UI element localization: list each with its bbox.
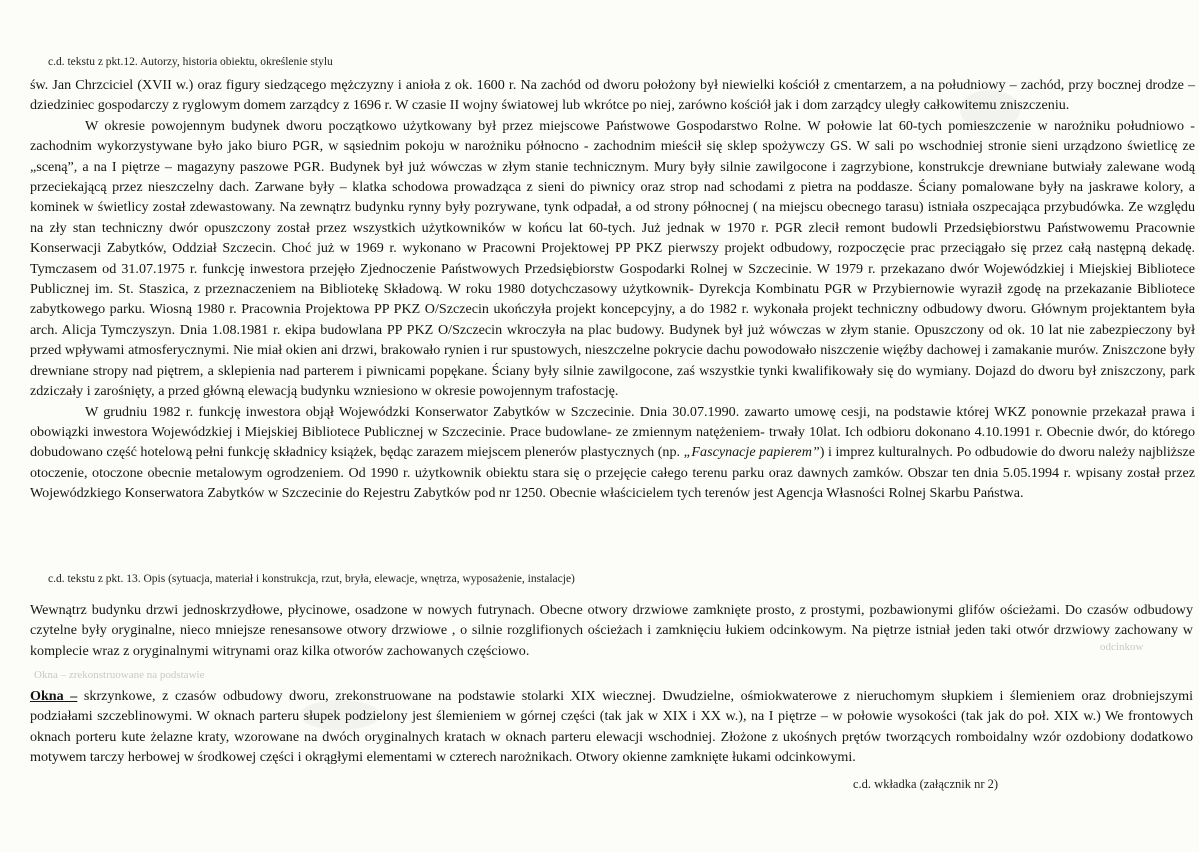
history-text-block: [30, 75, 1195, 504]
bleed-through-text: Okna – zrekonstruowane na podstawie: [34, 669, 205, 681]
doors-paragraph: Wewnątrz budynku drzwi jednoskrzydłowe, płycinowe, osadzone w nowych futrynach. Obecne otwory drzwiowe zamknięte prosto, z prostymi, pozbawionymi glifów ościeżami. Do czasów odbudowy czytelne były oryginalne, nieco mniejsze renesansowe otwory drzwiowe , o silnie rozglifionych ościeżach i zamknięciu łukiem odcinkowym. Na piętrze istniał jeden taki otwór drzwiowy zachowany w komplecie wraz z oryginalnymi witrynami oraz kilka otworów zachowanych częściowo.: [30, 602, 1193, 659]
italic-event-name: „Fascynacje papierem”: [683, 444, 820, 461]
windows-text-block: [30, 686, 1193, 768]
history-paragraph-2: W okresie powojennym budynek dworu początkowo użytkowany był przez miejscowe Państwowe Gospodarstwo Rolne. W połowie lat 60-tych pomieszczenie w narożniku południowo - zachodnim wykorzystywane było jako biuro PGR, w sąsiednim pokoju w narożniku północno - zachodnim mieścił się sklep spożywczy GS. W sali po wschodniej stronie sieni urządzono świetlicę ze „sceną”, a na I piętrze – magazyny paszowe PGR. Budynek był już wówczas w złym stanie technicznym. Mury były silnie zawilgocone i zagrzybione, konstrukcje drewniane butwiały zalewane wodą przeciekającą przez nieszczelny dach. Zarwane były – klatka schodowa prowadząca z sieni do piwnicy oraz strop nad schodami z pietra na poddasze. Ściany pomalowane były na jaskrawe kolory, a kominek w świetlicy został zdewastowany. Na zewnątrz budynku rynny były pozrywane, tynk odpadał, a od strony północnej ( na miejscu obecnego tarasu) istniała oszpecająca przybudówka. Ze względu na zły stan techniczny dwór opuszczony został przez wszystkich użytkowników w końcu lat 60-tych. Już jednak w 1970 r. PGR zlecił remont budowli Przedsiębiorstwu Państwowemu Pracownie Konserwacji Zabytków, Oddział Szczecin. Choć już w 1969 r. wykonano w Pracowni Projektowej PP PKZ pierwszy projekt odbudowy, rozpoczęcie prac przeciągało się przez całą następną dekadę. Tymczasem od 31.07.1975 r. funkcję inwestora przejęło Zjednoczenie Państwowych Przedsiębiorstw Gospodarki Rolnej w Szczecinie. W 1979 r. przekazano dwór Wojewódzkiej i Miejskiej Bibliotece Publicznej im. St. Staszica, z przeznaczeniem na Bibliotekę Składową. W roku 1980 dotychczasowy użytkownik- Dyrekcja Kombinatu PGR w Przybiernowie wyraził zgodę na przekazanie Bibliotece zabytkowego parku. Wiosną 1980 r. Pracownia Projektowa PP PKZ O/Szczecin ukończyła projekt koncepcyjny, a do 1982 r. wykonała projekt techniczny odbudowy dworu. Głównym projektantem była arch. Alicja Tymczyszyn. Dnia 1.08.1981 r. ekipa budowlana PP PKZ O/Szczecin wkroczyła na plac budowy. Budynek był już wówczas w złym stanie. Opuszczony od ok. 10 lat nie zabezpieczony był przed wpływami atmosferycznymi. Nie miał okien ani drzwi, brakowało rynien i rur spustowych, nieszczelne pokrycie dachu powodowało niszczenie więźby dachowej i zamakanie murów. Zniszczone były drewniane stropy nad piętrem, a sklepienia nad parterem i piwnicami popękane. Ściany były silnie zawilgocone, zaś wszystkie tynki kwalifikowały się do wymiany. Dojazd do dworu był zniszczony, park zdziczały i zarośnięty, a przed główną elewacją budynku wzniesiono w okresie powojennym trafostację.: [30, 117, 1195, 400]
history-paragraph-1: św. Jan Chrzciciel (XVII w.) oraz figury siedzącego mężczyzny i anioła z ok. 1600 r. Na zachód od dworu położony był niewielki kościół z cmentarzem, a na południowy – zachód, przy bocznej drodze – dziedziniec gospodarczy z ryglowym domem zarządcy z 1696 r. W czasie II wojny światowej lub wkrótce po niej, zarówno kościół jak i dom zarządcy uległy całkowitemu zniszczeniu.: [30, 77, 1195, 114]
section-heading-history: c.d. tekstu z pkt.12. Autorzy, historia obiektu, określenie stylu: [48, 56, 333, 68]
paragraph-3-text-end: ) i imprez kulturalnych. Po odbudowie do dworu należy najbliższe otoczenie, otoczone obecnie metalowym ogrodzeniem. Od 1990 r. użytkownik obiektu stara się o przejęcie całego terenu parku oraz dawnych zamków. Obszar ten dnia 5.05.1994 r. wpisany został przez Wojewódzkiego Konserwatora Zabytków w Szczecinie do Rejestru Zabytków pod nr 1250. Obecnie właścicielem tych terenów jest Agencja Własności Rolnej Skarbu Państwa.: [30, 444, 1195, 502]
continuation-note: c.d. wkładka (załącznik nr 2): [853, 777, 999, 791]
doors-text-block: [30, 600, 1193, 661]
windows-description: skrzynkowe, z czasów odbudowy dworu, zrekonstruowane na podstawie stolarki XIX wiecznej. Dwudzielne, ośmiokwaterowe z nieruchomym słupkiem i ślemieniem oraz drobniejszymi podziałami szczeblinowymi. W oknach parteru słupek podzielony jest ślemieniem w górnej części (tak jak w XIX i XX w.), na I piętrze – w połowie wysokości (tak jak do poł. XIX w.) We frontowych oknach porteru kute żelazne kraty, wzorowane na dwóch oryginalnych kratach w oknach parteru elewacji wschodniej. Złożone z ukośnych prętów tworzących romboidalny wzór ozdobiony dodatkowo motywem tarczy herbowej w środkowej części i okrągłymi elementami w czterech narożnikach. Otwory okienne zamknięte łukami odcinkowymi.: [30, 688, 1193, 766]
windows-label: Okna –: [30, 688, 78, 704]
history-paragraph-3: [30, 402, 1195, 504]
paragraph-3-text-start: W grudniu 1982 r. funkcję inwestora objął Wojewódzki Konserwator Zabytków w Szczecinie. Dnia 30.07.1990. zawarto umowę cesji, na podstawie której WKZ ponownie przekazał prawa i obowiązki inwestora Wojewódzkiej i Miejskiej Bibliotece Publicznej w Szczecinie. Prace budowlane- ze zmiennym natężeniem- trwały 10lat. Ich odbioru dokonano 4.10.1991 r. Obecnie dwór, do którego dobudowano część hotelową pełni funkcję składnicy książek, będąc zarazem miejscem plenerów plastycznych (np.: [30, 403, 1195, 461]
bleed-through-text: odcinkow: [1100, 641, 1144, 653]
section-heading-description: c.d. tekstu z pkt. 13. Opis (sytuacja, materiał i konstrukcja, rzut, bryła, elewacje, wnętrza, wyposażenie, instalacje): [48, 573, 575, 585]
windows-paragraph: [30, 686, 1193, 768]
